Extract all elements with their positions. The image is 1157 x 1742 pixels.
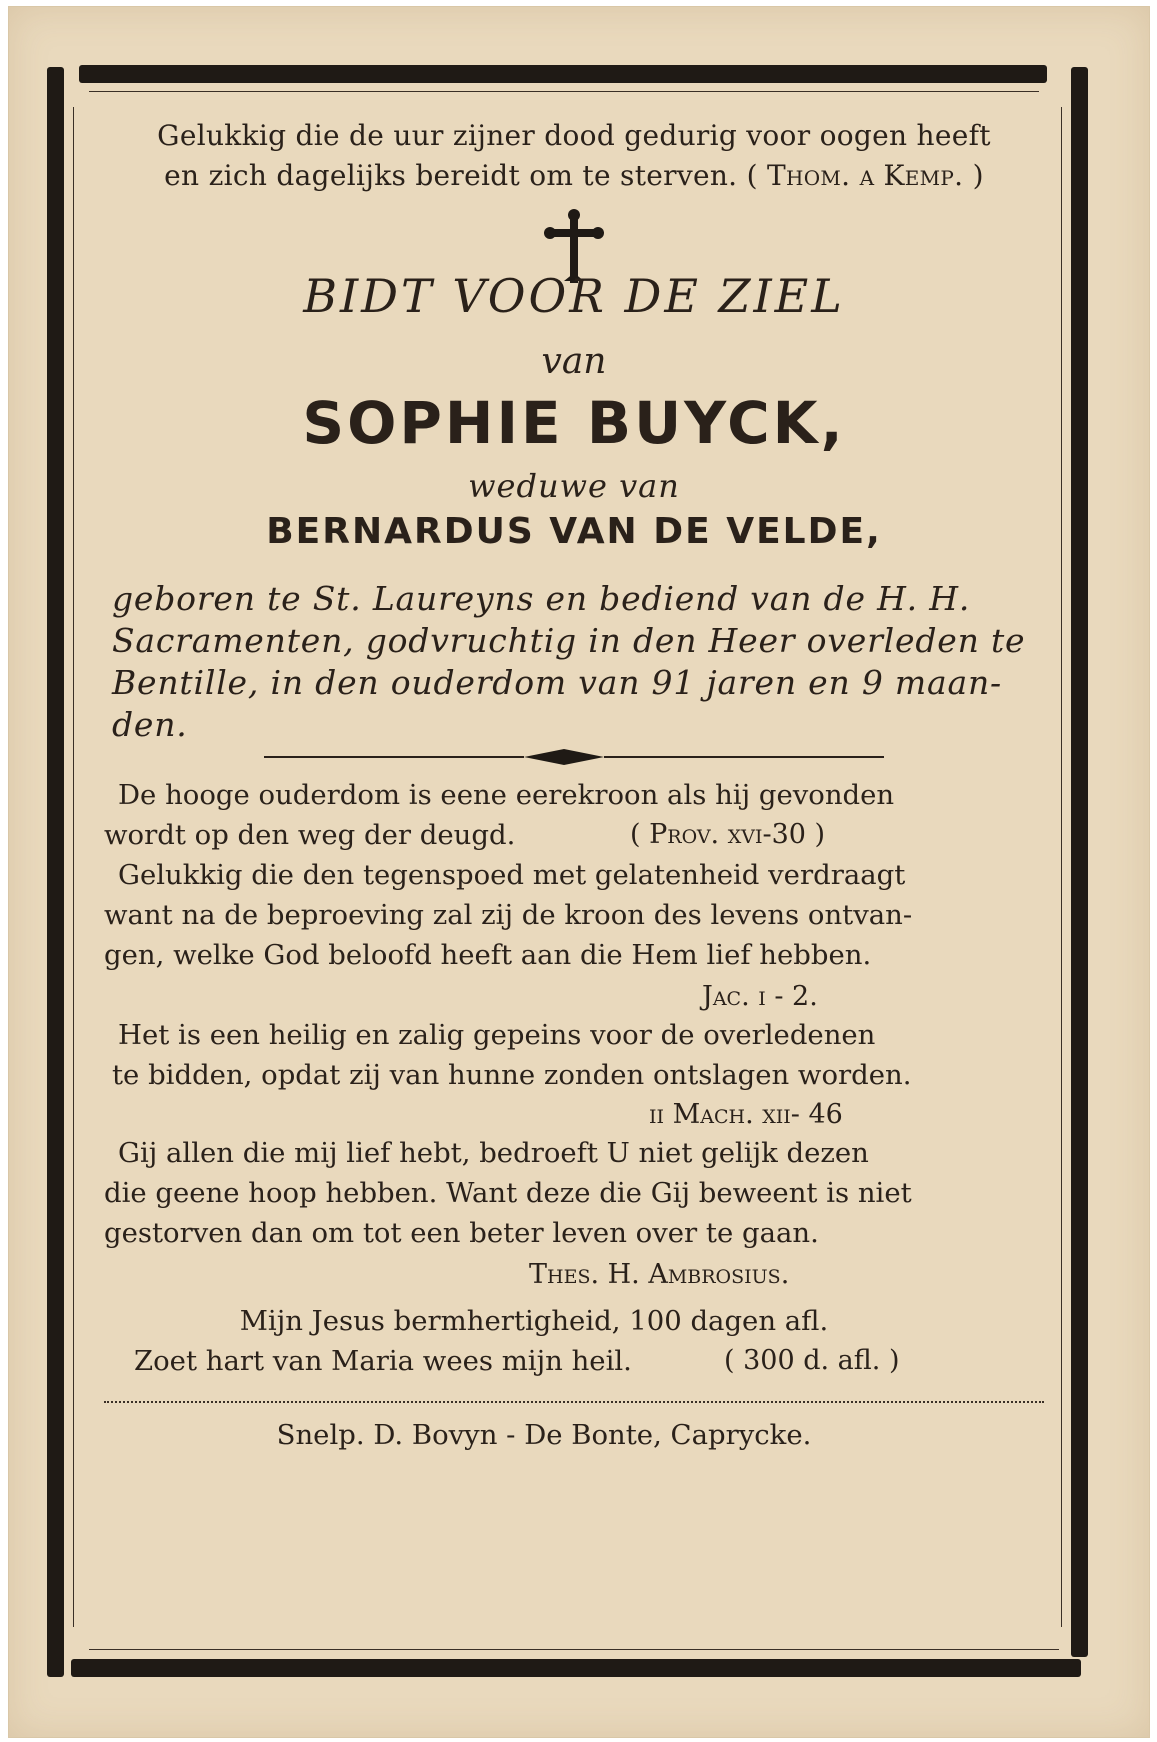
prayer-line-2: Zoet hart van Maria wees mijn heil.: [134, 1345, 632, 1377]
inner-rule-left: [73, 107, 74, 1627]
prayer-line-1: Mijn Jesus bermhertigheid, 100 dagen afl.: [239, 1305, 829, 1337]
ornamental-divider: [264, 747, 884, 767]
bio-line-3: Bentille, in den ouderdom van 91 jaren en 9 maan-: [112, 663, 1002, 702]
dotted-separator: [104, 1401, 1044, 1403]
opening-quote-text: en zich dagelijks bereidt om te sterven.: [164, 159, 738, 192]
frame-top-border: [79, 65, 1047, 83]
prayer-line-2-reference: ( 300 d. afl. ): [724, 1345, 900, 1376]
verse-2-line-3: gen, welke God beloofd heeft aan die Hem lief hebben.: [104, 939, 872, 971]
verse-3-line-1: Het is een heilig en zalig gepeins voor de overledenen: [118, 1019, 876, 1051]
verse-3-reference: ii Mach. xii- 46: [649, 1099, 843, 1130]
verse-3-line-2: te bidden, opdat zij van hunne zonden ontslagen worden.: [112, 1059, 912, 1091]
frame-left-border: [47, 67, 64, 1677]
deceased-name: SOPHIE BUYCK,: [302, 389, 846, 457]
verse-1-line-1: De hooge ouderdom is eene eerekroon als hij gevonden: [118, 779, 895, 811]
inner-rule-right: [1061, 107, 1062, 1627]
prayer-heading: BIDT VOOR DE ZIEL: [303, 269, 845, 323]
verse-2-reference: Jac. i - 2.: [702, 981, 818, 1012]
verse-4-line-1: Gij allen die mij lief hebt, bedroeft U niet gelijk dezen: [118, 1137, 869, 1169]
opening-quote-line-1: Gelukkig die de uur zijner dood gedurig voor oogen heeft: [157, 119, 991, 152]
verse-1-reference: ( Prov. xvi-30 ): [630, 819, 826, 850]
frame-right-border: [1071, 67, 1088, 1657]
bio-line-2: Sacramenten, godvruchtig in den Heer overleden te: [112, 621, 1026, 660]
inner-rule-top: [89, 91, 1039, 92]
verse-4-reference: Thes. H. Ambrosius.: [529, 1259, 790, 1290]
widow-of-label: weduwe van: [468, 467, 680, 505]
printer-credit: Snelp. D. Bovyn - De Bonte, Caprycke.: [276, 1419, 812, 1451]
verse-2-line-1: Gelukkig die den tegenspoed met gelatenheid verdraagt: [118, 859, 906, 891]
bio-line-1: geboren te St. Laureyns en bediend van de H. H.: [112, 579, 971, 618]
verse-1-line-2: wordt op den weg der deugd.: [104, 819, 516, 851]
verse-4-line-2: die geene hoop hebben. Want deze die Gij beweent is niet: [104, 1177, 912, 1209]
van-label: van: [541, 341, 607, 382]
verse-4-line-3: gestorven dan om tot een beter leven over te gaan.: [104, 1217, 819, 1249]
memorial-card: [8, 6, 1150, 1738]
bio-line-4: den.: [112, 705, 188, 744]
frame-bottom-border: [71, 1659, 1081, 1677]
verse-2-line-2: want na de beproeving zal zij de kroon des levens ontvan-: [104, 899, 913, 931]
inner-rule-bottom: [89, 1649, 1059, 1650]
opening-quote-source: ( Thom. a Kemp. ): [746, 159, 984, 192]
opening-quote-line-2: [104, 159, 1044, 192]
spouse-name: BERNARDUS VAN DE VELDE,: [266, 511, 882, 552]
